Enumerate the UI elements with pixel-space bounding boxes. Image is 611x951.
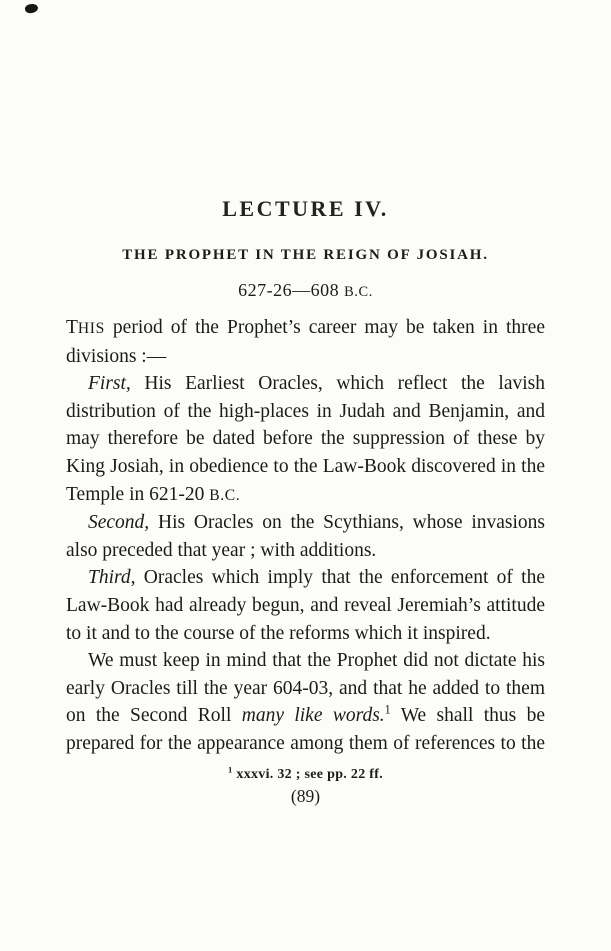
paragraph	[66, 564, 545, 647]
text-segment: Second,	[88, 512, 150, 534]
lecture-title: LECTURE IV.	[222, 196, 389, 221]
paragraph	[66, 314, 545, 370]
text-segment: 1	[227, 763, 233, 774]
dateline	[66, 280, 545, 301]
lecture-subtitle: THE PROPHET IN THE REIGN OF JOSIAH.	[122, 247, 489, 263]
paragraph	[66, 509, 545, 564]
text-segment: B.C.	[209, 486, 241, 504]
text-segment: We must keep in mind that the Prophet did not dictate his early Oracles till the year 604-03, and that he added to them on the Second Roll	[66, 650, 545, 727]
text-segment: xxxvi. 32 ; see pp. 22 ff.	[232, 766, 384, 782]
text-segment: HIS	[77, 320, 105, 337]
paragraph	[66, 370, 545, 509]
text-segment: T	[66, 317, 78, 338]
text-segment: Third,	[88, 567, 136, 589]
text-segment: We shall thus be prepared for the appearance among them of references to the	[66, 705, 545, 754]
text-segment: 1	[384, 702, 391, 717]
paragraph	[66, 647, 545, 757]
text-segment: many like words.	[241, 705, 385, 727]
scan-artifact-mark	[24, 3, 39, 15]
footnote	[66, 763, 545, 783]
text-segment: First,	[88, 373, 131, 395]
page-number: (89)	[290, 785, 321, 806]
page-content	[66, 0, 545, 807]
text-segment: 627-26—608	[238, 280, 345, 300]
text-segment: His Oracles on the Scythians, whose invasions also preceded that year ; with additions.	[66, 512, 545, 561]
text-segment: His Earliest Oracles, which reflect the lavish distribution of the high-places in Judah and Benjamin, and may therefore be dated before the suppression of these by King Josiah, in obedience to the Law-Book discovered in the Temple in 621-20	[66, 373, 545, 505]
text-segment: B.C.	[344, 284, 373, 300]
text-segment: period of the Prophet’s career may be taken in three divisions :—	[66, 317, 545, 367]
body-paragraphs	[66, 314, 545, 758]
text-segment: Oracles which imply that the enforcement of the Law-Book had already begun, and reveal Jeremiah’s attitude to it and to the course of the reforms which it inspired.	[66, 567, 545, 644]
